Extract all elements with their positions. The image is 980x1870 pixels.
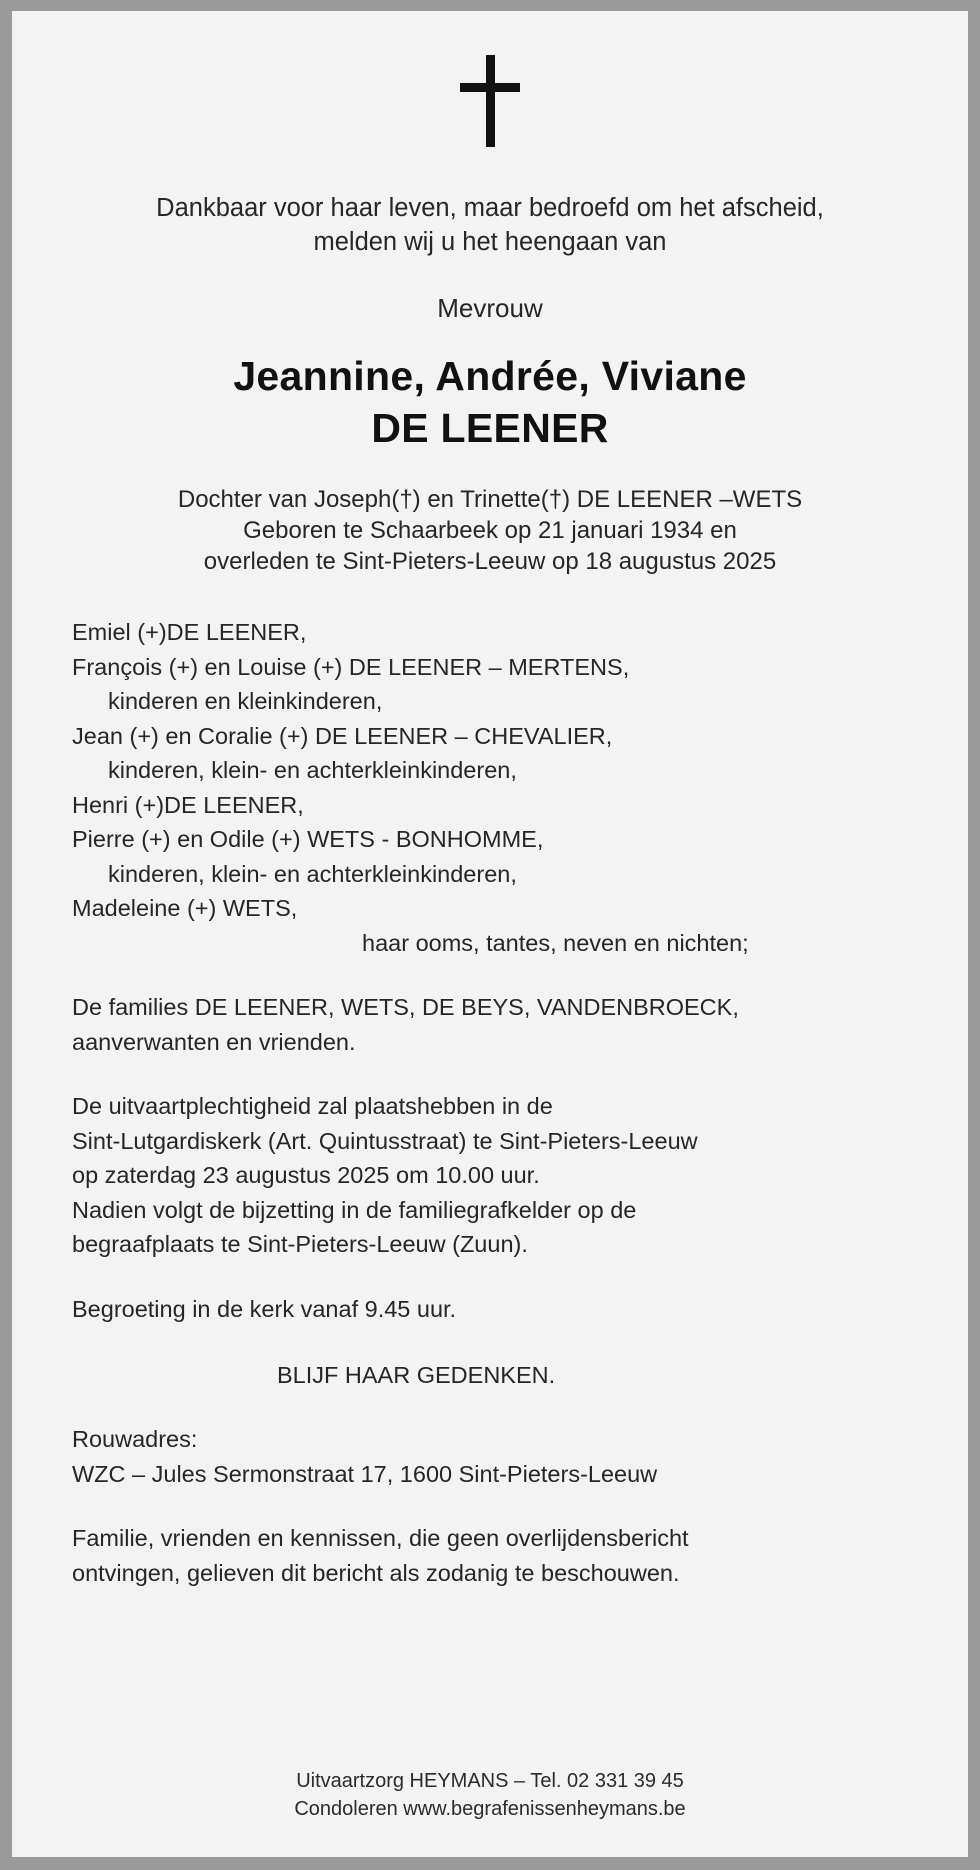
born-line: Geboren te Schaarbeek op 21 januari 1934 en: [243, 517, 737, 544]
birth-death-details: [72, 484, 908, 577]
list-item: Emiel (+)DE LEENER,: [72, 619, 307, 645]
deceased-first-names: Jeannine, Andrée, Viviane: [233, 353, 747, 399]
service-line-4: Nadien volgt de bijzetting in de familiegrafkelder op de: [72, 1196, 637, 1223]
cross-icon: [460, 55, 520, 147]
list-item: Henri (+)DE LEENER,: [72, 791, 304, 818]
families-line-2: aanverwanten en vrienden.: [72, 1028, 356, 1055]
list-item: kinderen, klein- en achterkleinkinderen,: [108, 757, 517, 783]
salutation: Mevrouw: [437, 293, 543, 323]
notice-line-1: Familie, vrienden en kennissen, die geen overlijdensbericht: [72, 1525, 689, 1551]
service-line-2: Sint-Lutgardiskerk (Art. Quintusstraat) te Sint-Pieters-Leeuw: [72, 1127, 698, 1154]
mourning-address-label: Rouwadres:: [72, 1426, 198, 1452]
service-details: [72, 1089, 908, 1262]
cross-horizontal-bar: [460, 83, 520, 92]
list-item: Pierre (+) en Odile (+) WETS - BONHOMME,: [72, 826, 544, 852]
notice-line-2: ontvingen, gelieven dit bericht als zodanig te beschouwen.: [72, 1559, 680, 1586]
mourning-address: [72, 1422, 908, 1491]
list-item: haar ooms, tantes, neven en nichten;: [362, 929, 749, 956]
families-block: [72, 990, 908, 1059]
list-item: François (+) en Louise (+) DE LEENER – MERTENS,: [72, 653, 630, 680]
cross-icon-container: [72, 11, 908, 147]
footer-line-2: Condoleren www.begrafenissenheymans.be: [294, 1798, 686, 1820]
footer-line-1: Uitvaartzorg HEYMANS – Tel. 02 331 39 45: [296, 1770, 684, 1792]
intro-line-2: melden wij u het heengaan van: [313, 228, 667, 256]
list-item: Jean (+) en Coralie (+) DE LEENER – CHEVALIER,: [72, 722, 613, 749]
memorial-card: [12, 11, 968, 1857]
intro-line-1: Dankbaar voor haar leven, maar bedroefd om het afscheid,: [156, 194, 824, 222]
service-line-3: op zaterdag 23 augustus 2025 om 10.00 uur.: [72, 1162, 540, 1188]
died-line: overleden te Sint-Pieters-Leeuw op 18 augustus 2025: [203, 548, 777, 575]
mourning-address-value: WZC – Jules Sermonstraat 17, 1600 Sint-Pieters-Leeuw: [72, 1460, 658, 1487]
list-item: kinderen, klein- en achterkleinkinderen,: [108, 860, 517, 887]
greeting-line: Begroeting in de kerk vanaf 9.45 uur.: [72, 1295, 457, 1322]
list-item: Madeleine (+) WETS,: [72, 895, 298, 921]
families-line-1: De families DE LEENER, WETS, DE BEYS, VANDENBROECK,: [72, 994, 739, 1020]
cross-vertical-bar: [486, 55, 495, 147]
funeral-home-footer: [72, 1767, 908, 1823]
notice-block: [72, 1521, 908, 1590]
service-line-5: begraafplaats te Sint-Pieters-Leeuw (Zuun).: [72, 1231, 528, 1257]
list-item: kinderen en kleinkinderen,: [108, 688, 383, 714]
intro-text: [72, 191, 908, 259]
family-list: [72, 615, 908, 960]
deceased-surname: DE LEENER: [371, 405, 609, 451]
service-line-1: De uitvaartplechtigheid zal plaatshebben in de: [72, 1093, 553, 1119]
deceased-name: [72, 350, 908, 454]
parents-line: Dochter van Joseph(†) en Trinette(†) DE LEENER –WETS: [177, 486, 803, 513]
remembrance-line: BLIJF HAAR GEDENKEN.: [277, 1362, 556, 1388]
